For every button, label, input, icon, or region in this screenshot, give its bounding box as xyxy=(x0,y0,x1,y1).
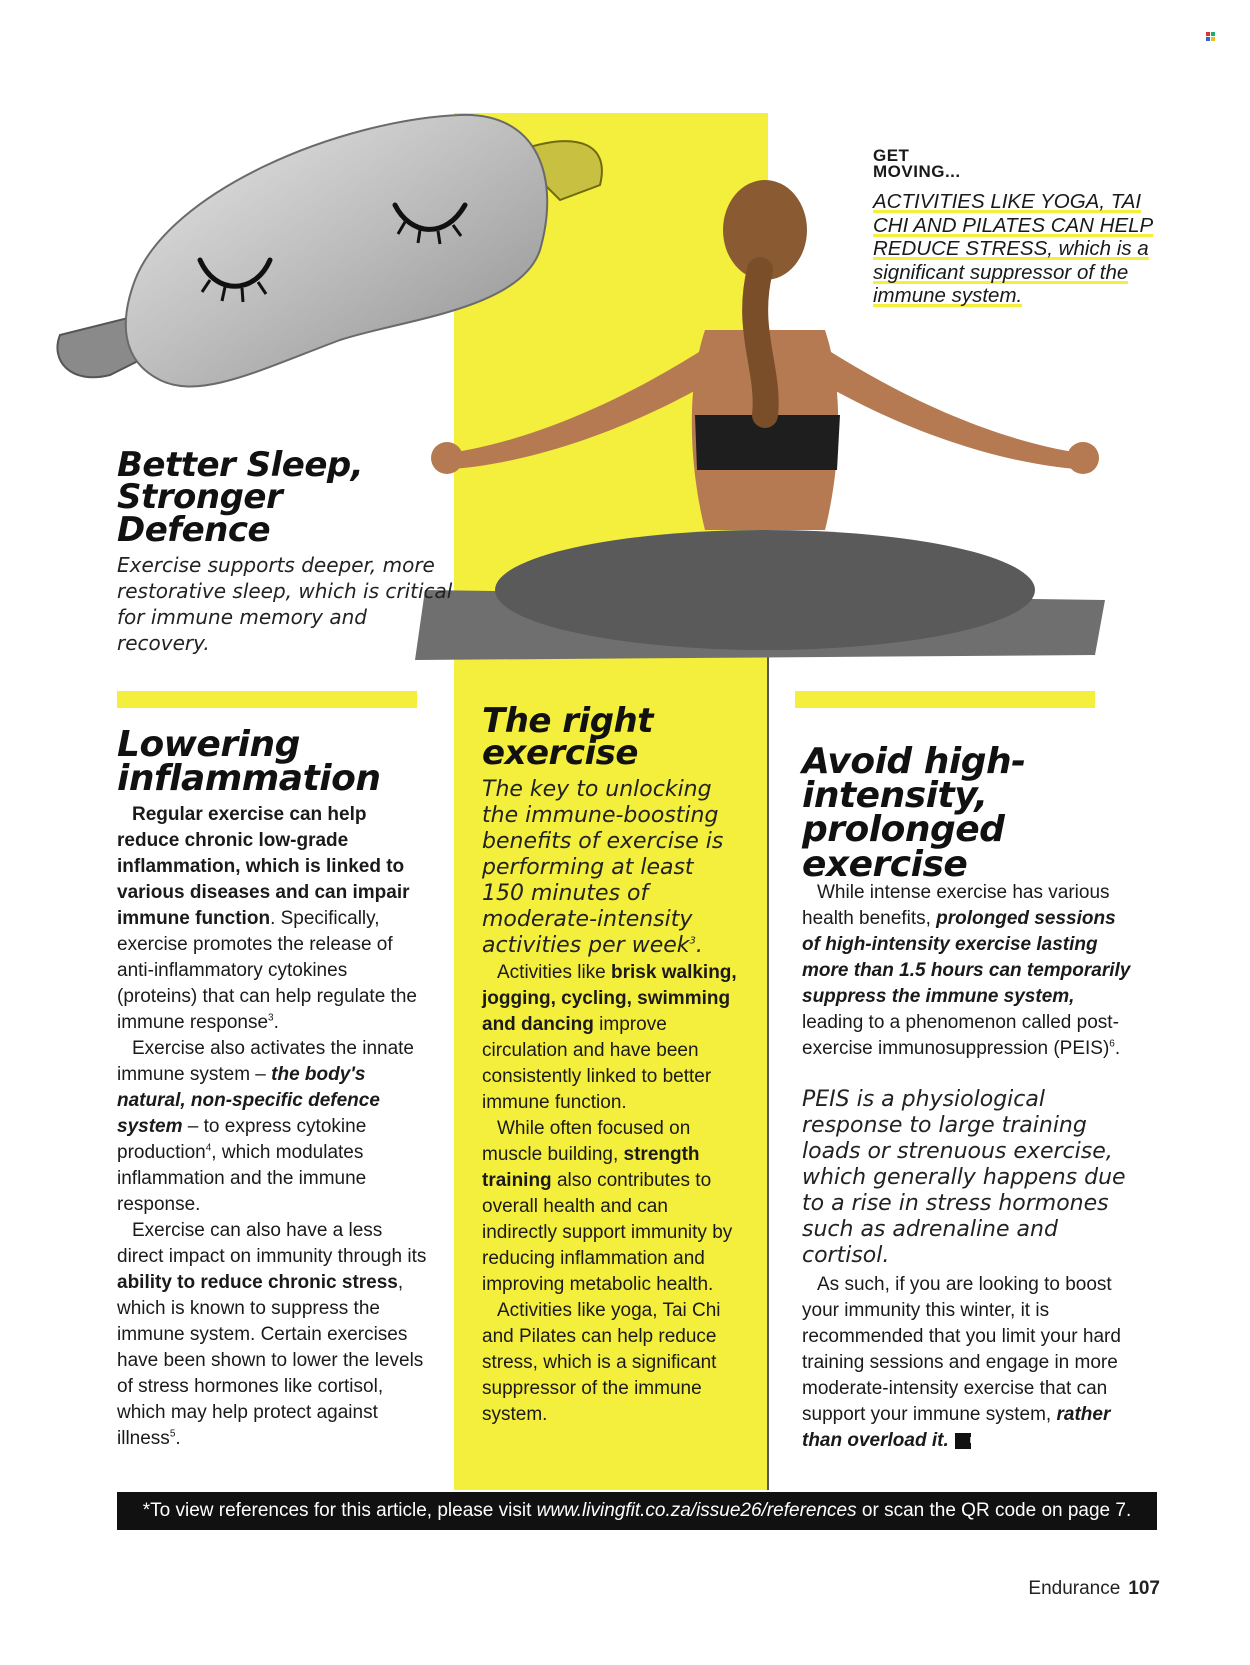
text: , which is known to suppress the immune system. Certain exercises have been shown to lower the levels of stress hormones like cortisol, which may help protect against illness xyxy=(117,1272,424,1449)
footnote-ref: 5 xyxy=(169,1428,176,1440)
heading-line: Avoid high- xyxy=(802,741,1026,782)
callout-line: ACTIVITIES LIKE YOGA, TAI xyxy=(873,190,1142,213)
heading-line: inflammation xyxy=(117,758,381,800)
bold-text: ability to reduce chronic stress xyxy=(117,1272,398,1293)
heading-line: The right xyxy=(482,701,654,741)
right-exercise-standfirst xyxy=(482,777,742,959)
end-mark-logo: LF xyxy=(955,1433,971,1449)
heading-line: Defence xyxy=(117,509,271,550)
sleep-standfirst: Exercise supports deeper, more restorative sleep, which is critical for immune memory and recovery. xyxy=(117,553,453,655)
avoid-heading xyxy=(802,741,1162,885)
footnote-ref: 3 xyxy=(268,1012,274,1024)
callout-text xyxy=(873,190,1173,308)
text: improve circulation and have been consistently linked to better immune function. xyxy=(482,1014,712,1113)
paragraph xyxy=(802,1272,1132,1454)
callout-title: GET MOVING... xyxy=(873,146,961,181)
text: . xyxy=(1114,1038,1121,1059)
section-accent-bar xyxy=(117,691,417,708)
paragraph xyxy=(802,880,1132,1062)
text: or scan the QR code on page 7. xyxy=(856,1500,1132,1521)
references-link[interactable]: www.livingfit.co.za/issue26/references xyxy=(536,1500,857,1521)
right-exercise-heading xyxy=(482,701,742,774)
callout-line: CHI AND PILATES CAN HELP xyxy=(873,213,1154,237)
sleep-heading xyxy=(117,445,457,550)
get-moving-callout xyxy=(873,148,1173,308)
heading-line: exercise xyxy=(482,733,638,774)
inflammation-body xyxy=(117,802,432,1452)
paragraph xyxy=(482,960,747,1116)
text: While intense exercise has various health benefits, xyxy=(802,882,1110,929)
paragraph xyxy=(117,1036,432,1218)
text: Exercise also activates the innate immune system – xyxy=(117,1038,414,1085)
publisher-logo-icon xyxy=(1206,32,1215,41)
text: , which modulates inflammation and the immune response. xyxy=(117,1142,367,1215)
callout-line: significant suppressor of the xyxy=(873,260,1129,284)
text: Exercise can also have a less direct impact on immunity through its xyxy=(117,1220,427,1267)
text: – to express cytokine production xyxy=(117,1116,367,1163)
bold-text: Regular exercise can help reduce chronic low-grade inflammation, which is linked to various diseases and can impair immune function xyxy=(117,804,410,929)
bold-text: brisk walking, jogging, cycling, swimming and dancing xyxy=(482,962,737,1035)
heading-line: Lowering xyxy=(117,724,300,765)
bold-text: strength training xyxy=(482,1144,700,1191)
section-accent-bar xyxy=(795,691,1095,708)
heading-line: Better Sleep, xyxy=(117,445,364,485)
page-footer xyxy=(1028,1578,1160,1600)
heading-line: exercise xyxy=(802,843,968,885)
footnote-ref: 4 xyxy=(205,1142,212,1154)
column-divider xyxy=(767,650,769,1490)
text: . xyxy=(695,933,703,958)
text: While often focused on muscle building, xyxy=(482,1118,691,1165)
footnote-ref: 6 xyxy=(1109,1038,1115,1050)
paragraph xyxy=(117,1218,432,1452)
avoid-body-continued xyxy=(802,1272,1132,1454)
inflammation-heading xyxy=(117,724,457,800)
callout-line: immune system. xyxy=(873,284,1023,307)
text: leading to a phenomenon called post-exercise immunosuppression (PEIS) xyxy=(802,1012,1119,1059)
text: Activities like xyxy=(497,962,612,983)
paragraph xyxy=(482,1116,747,1298)
avoid-standfirst: PEIS is a physiological response to large training loads or strenuous exercise, which generally happens due to a rise in stress hormones such as adrenaline and cortisol. xyxy=(802,1087,1126,1268)
bold-italic-text: rather than overload it. xyxy=(802,1404,1111,1451)
text: also contributes to overall health and can indirectly support immunity by reducing inflammation and improving metabolic health. xyxy=(482,1170,733,1295)
heading-line: intensity, xyxy=(802,775,988,817)
page-number: 107 xyxy=(1128,1578,1160,1599)
right-exercise-body xyxy=(482,960,747,1428)
bold-italic-text: the body's natural, non-specific defence system xyxy=(117,1064,380,1137)
callout-line: REDUCE STRESS, which is a xyxy=(873,237,1149,260)
text: *To view references for this article, please visit xyxy=(142,1500,537,1521)
references-bar xyxy=(117,1492,1157,1530)
text: . Specifically, exercise promotes the release of anti-inflammatory cytokines (proteins) that can help regulate the immune response xyxy=(117,908,417,1033)
bold-italic-text: prolonged sessions of high-intensity exercise lasting more than 1.5 hours can temporarily suppress the immune system, xyxy=(802,908,1131,1007)
text: . xyxy=(273,1012,279,1033)
avoid-body xyxy=(802,880,1132,1062)
paragraph xyxy=(117,802,432,1036)
heading-line: Stronger xyxy=(117,477,283,518)
heading-line: prolonged xyxy=(802,809,1005,851)
section-name: Endurance xyxy=(1028,1578,1121,1599)
text: As such, if you are looking to boost your immunity this winter, it is recommended that you limit your hard training sessions and engage in more moderate-intensity exercise that can support your immune system, xyxy=(802,1274,1121,1425)
paragraph: Activities like yoga, Tai Chi and Pilates can help reduce stress, which is a significant suppressor of the immune system. xyxy=(482,1300,721,1425)
text: The key to unlocking the immune-boosting benefits of exercise is performing at least 150 minutes of moderate-intensity activities per week xyxy=(482,777,724,958)
text: . xyxy=(175,1428,181,1449)
footnote-ref: 3 xyxy=(689,935,696,947)
